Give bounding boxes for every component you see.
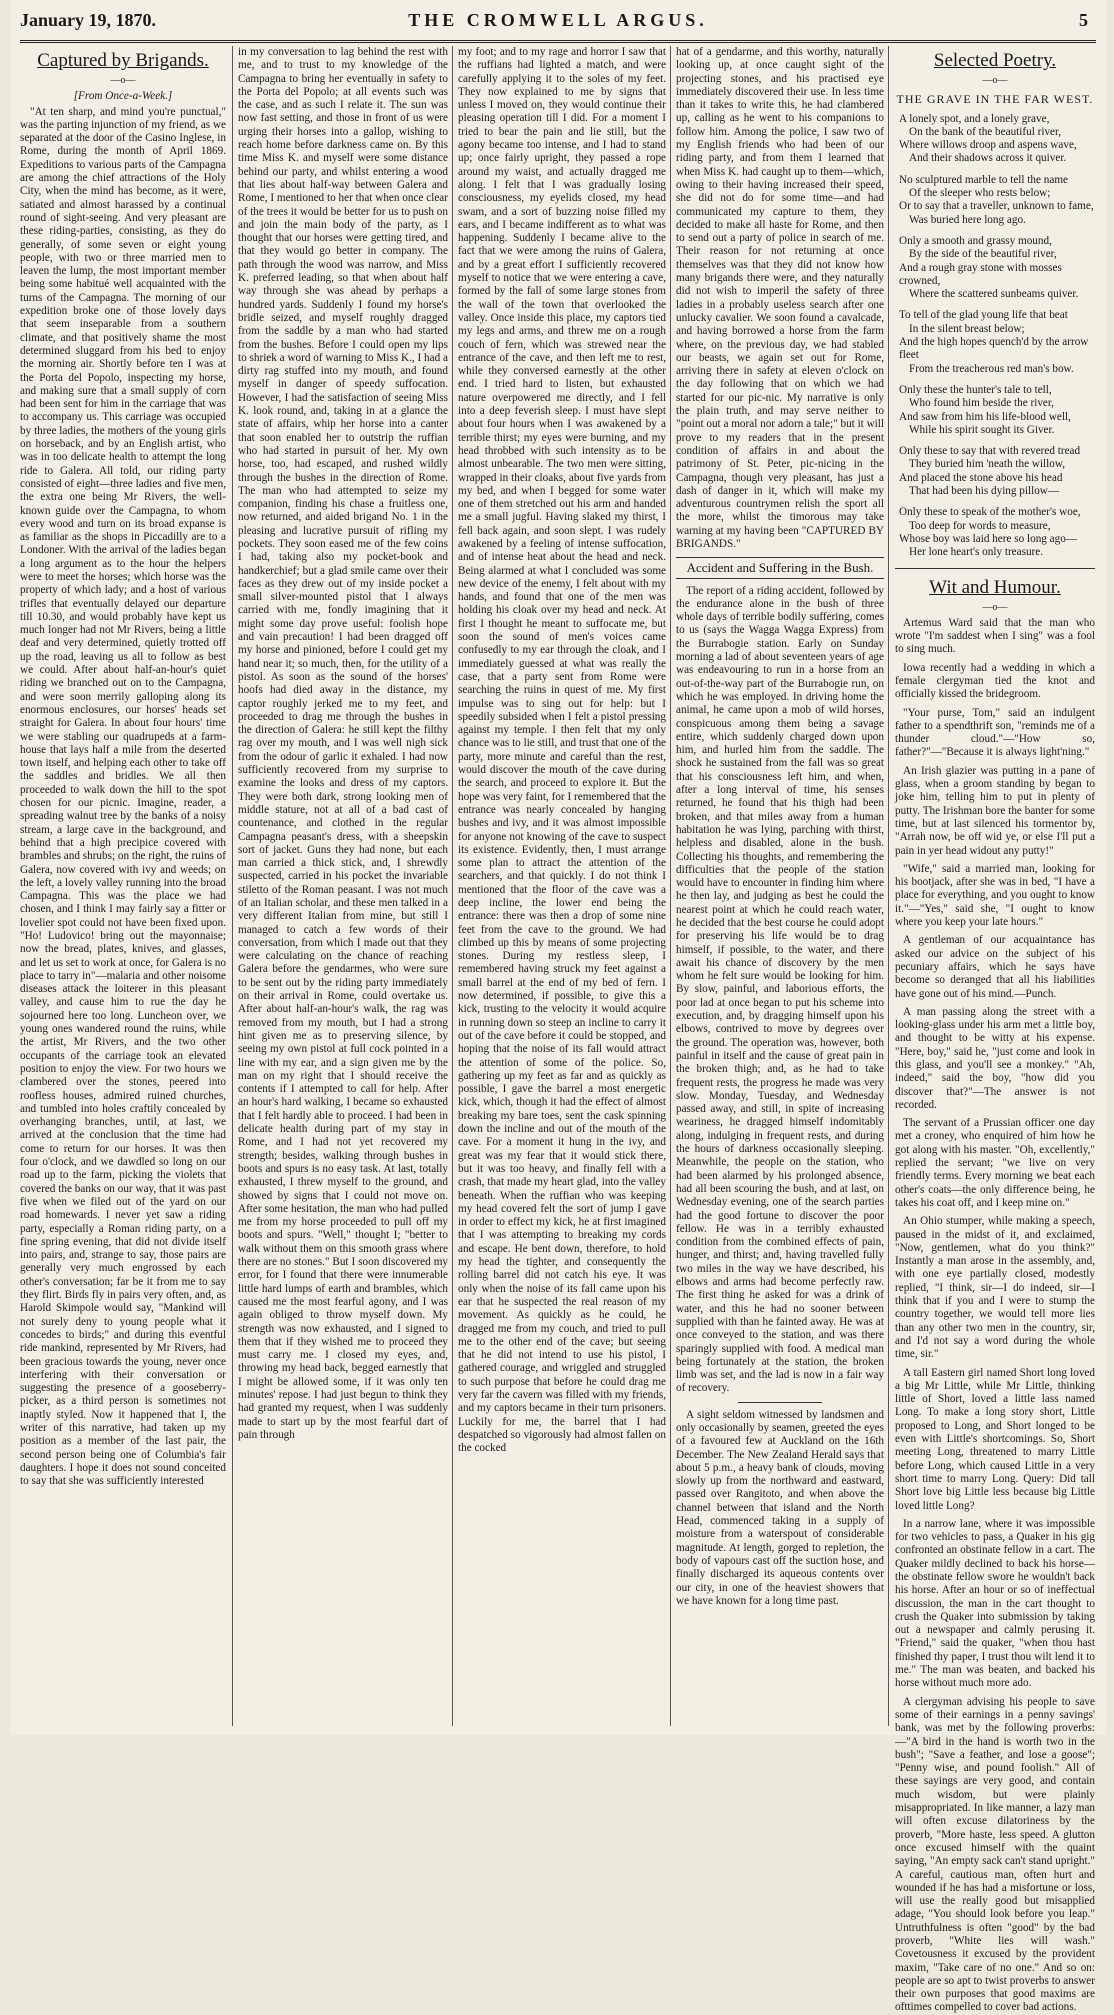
article-paragraph: my foot; and to my rage and horror I saw that the ruffians had lighted a match, and were carefully applying it to the soles of my feet. They now explained to me by signs that unless I moved on, they would continue their pleasing operation till I did. For a moment I tried to bear the pain and lie still, but the agony became too intense, and I had to stand up; once fairly upright, they passed a rope around my waist, and actually dragged me along. I felt that I was gradually losing consciousness, my eyelids closed, my head swam, and a sort of buzzing noise filled my ears, and I became indifferent as to what was happening. Suddenly I became alive to the fact that we were among the ruins of Galera, and by a great effort I sufficiently recovered myself to notice that we were entering a cave, formed by the fall of some large stones from the wall of the town that overlooked the valley. Once inside this place, my captors tied my legs and arms, and threw me on a rough couch of fern, which was strewed near the entrance of the cave, and then left me to rest, while they conversed earnestly at the other end. I tried hard to listen, but exhausted nature overpowered me directly, and I fell into a deep feverish sleep. I must have slept about four hours when I was awakened by a terrible thirst; my eyes were burning, and my head throbbed with such intensity as to be almost unbearable. The two men were sitting, wrapped in their cloaks, about five yards from my bed, and when I begged for some water one of them stretched out his arm and handed me a small jugful. Having slaked my thirst, I fell back again, and soon slept. I was rudely awakened by a feeling of intense suffocation, and of intense heat about the head and neck. Being alarmed at what I concluded was some new device of the enemy, I felt about with my hands, and found that one of the men was holding his cloak over my head and neck. At first I thought he meant to suffocate me, but soon the sound of men's voices came confusedly to my ear through the cloak, and I immediately guessed at what was really the case, that a party sent from Rome were searching the ruins in quest of me. My first impulse was to sing out for help: but I speedily subsided when I felt a pistol pressing against my temple. I then felt that my only chance was to lie still, and trust that one of the party, more minute and careful than the rest, would discover the mouth of the cave during the search, and proceed to explore it. But the hope was very faint, for I remembered that the entrance was nearly concealed by hanging bushes and ivy, and it was almost impossible for anyone not knowing of the cave to suspect its existence. Evidently, then, I must arrange some plan to attract the attention of the searchers, and that quickly. I do not think I mentioned that the floor of the cave was a deep incline, the lower end being the entrance: there was then a drop of some nine feet from the cave to the ground. We had climbed up this by means of some projecting stones. During my restless sleep, I remembered having struck my feet against a small barrel at the end of my bed of fern. I now determined, if possible, to give this a kick, trusting to the velocity it would acquire in running down so steep an incline to carry it out of the cave before it could be stopped, and hoping that the noise of its fall would attract the attention of some of the police. So, gathering up my feet as far and as quickly as possible, I gave the barrel a most energetic kick, which, though it had the effect of almost breaking my bare toes, sent the cask spinning down the incline and out of the mouth of the cave. For a moment it hung in the ivy, and great was my fear that it would stick there, but it was too heavy, and finally fell with a crash, that made my heart glad, into the valley beneath. When the ruffian who was keeping my head covered felt the sort of jump I gave in order to effect my kick, he at first imagined that I was attempting to breaking my cords and escape. He bent down, therefore, to hold my head the tighter, and consequently the rolling barrel did not catch his eye. It was only when the noise of its fall came upon his ear that he suspected the real reason of my movement. As quickly as he could, he dragged me from my couch, and tried to pull me to the other end of the cave; but seeing that he did not intend to use his pistol, I gathered courage, and wriggled and struggled to such purpose that before he could drag me very far the cavern was filled with my friends, and my captors became in their turn prisoners. Luckily for me, the barrel that I had despatched so vigorously had almost fallen on the cocked xyxy=(458,46,666,1455)
joke-paragraph: "Your purse, Tom," said an indulgent father to a spendthrift son, "reminds me of a thunder cloud."—"How so, father?"—"Because it is always light'ning." xyxy=(895,706,1095,759)
title-ornament: —o— xyxy=(110,75,136,86)
humour-items xyxy=(895,617,1095,2015)
page-number: 5 xyxy=(1079,10,1088,30)
article-title-brigands: Captured by Brigands. xyxy=(37,50,209,71)
joke-paragraph: Iowa recently had a wedding in which a female clergyman tied the knot and officially kissed the bridegroom. xyxy=(895,661,1095,701)
poem-stanza: Only these to speak of the mother's woe, Too deep for words to measure, Whose boy was laid here so long ago— Her lone heart's only treasure. xyxy=(899,506,1081,559)
columns xyxy=(20,46,1096,2014)
joke-paragraph: Artemus Ward said that the man who wrote "I'm saddest when I sing" was a fool to sing much. xyxy=(895,616,1095,656)
joke-paragraph: In a narrow lane, where it was impossible for two vehicles to pass, a Quaker in his gig confronted an obstinate fellow in a cart. The Quaker mildly declined to back his horse—the obstinate fellow swore he wouldn't back his horse. After an hour or so of ineffectual discussion, the man in the cart thought to crush the Quaker into submission by taking out a newspaper and calmly perusing it. "Friend," said the quaker, "when thou hast finished thy paper, I trust thou wilt lend it to me." The man was beaten, and backed his horse without much more ado. xyxy=(895,1517,1095,1690)
joke-paragraph: A tall Eastern girl named Short long loved a big Mr Little, while Mr Little, thinking little of Short, loved a little lass named Long. To make a long story short, Little proposed to Long, and Short longed to be even with Little's shortcomings. So, Short meeting Long, threatened to marry Little before Long, which caused Little in a very short time to marry Long. Query: Did tall Short love big Little less because big Little loved little Long? xyxy=(895,1366,1095,1512)
article-paragraph: The report of a riding accident, followed by the endurance alone in the bush of three whole days of terrible bodily suffering, comes to us (says the Wagga Wagga Express) from the Burrabogie station. Early on Sunday morning a lad of about seventeen years of age was endeavouring to run in a horse from an out-of-the-way part of the Burrabogie run, on which he was employed. In driving home the animal, he came upon a mob of wild horses, conspicuous among them being a savage entire, which suddenly charged down upon him, and hurled him from the saddle. The shock he sustained from the fall was so great that his consciousness left him, and when, after a long interval of time, his senses returned, he found that his thigh had been broken, and that miles away from a human habitation he was lying, parching with thirst, helpless and disabled, alone in the bush. Collecting his thoughts, and remembering the difficulties that the people of the station would have to encounter in finding him where he then lay, and judging as best he could the nearest point at which he could reach water, he decided that the best course he could adopt for preserving his life would be to drag himself, if possible, to the water, and there await his chance of discovery by the men whom he felt sure would be looking for him. By slow, painful, and laborious efforts, the poor lad at once began to put his scheme into execution, and, by dragging himself upon his elbows, contrived to move by degrees over the ground. The operation was, however, both painful in itself and the cause of great pain in the broken thigh; and, as he had to take frequent rests, the progress he made was very slow. Monday, Tuesday, and Wednesday passed away, and still, in spite of increasing weariness, he dragged himself indomitably along, indulging in frequent rests, and during the hours of darkness occasionally sleeping. Meanwhile, the people on the station, who had been alarmed by his prolonged absence, had all been scouring the bush, and at last, on Wednesday evening, one of the search parties had the good fortune to discover the poor fellow. He was in a terribly exhausted condition from the combined effects of pain, hunger, and thirst; and, having travelled fully two miles in the way we have described, his elbows and arms had become perfectly raw. The first thing he asked for was a drink of water, and this he had no sooner between supplied with than he fainted away. He was at once conveyed to the station, and was there sparingly supplied with food. A medical man being fortunately at the station, the broken limb was set, and the lad is now in a fair way of recovery. xyxy=(676,584,884,1395)
article-paragraph: hat of a gendarme, and this worthy, naturally looking up, at once caught sight of the projecting stones, and his practised eye immediately discovered their use. In less time than it takes to write this, he had clambered up, calling as he went to his companions to follow him. Among the police, I saw two of my English friends who had been of our riding party, and from them I learned that when Miss K. had caught up to them—which, owing to their having increased their speed, she did not do for some time—and had communicated my capture to them, they decided to make all haste for Rome, and then to send out a party of police in search of me. Their reason for not returning at once themselves was that they did not know how many brigands there were, and they naturally did not wish to imperil the safety of three ladies in a probably useless search after one unlucky cavalier. We soon found a cavalcade, and having borrowed a horse from the farm where, on the previous day, we had stabled our beasts, we again set out for Rome, arriving there in safety at eleven o'clock on the day following that on which we had started for our pic-nic. My narrative is only the plain truth, and may serve neither to "point out a moral nor adorn a tale;" but it will prove to my readers that in the present condition of affairs in and about the patrimony of St. Peter, pic-nicing in the Campagna, though very pleasant, has just a dash of danger in it, which will make my adventurous countrymen relish the sport all the more, whilst the timorous may take warning at my having been "CAPTURED BY BRIGANDS." xyxy=(676,46,884,550)
section-divider xyxy=(738,1402,821,1403)
poem-stanza: A lonely spot, and a lonely grave, On the bank of the beautiful river, Where willows droop and aspens wave, And their shadows across it quiver. xyxy=(899,112,1077,165)
poem-stanza: No sculptured marble to tell the name Of the sleeper who rests below; Or to say that a traveller, unknown to fame, Was buried here long ago. xyxy=(899,173,1094,226)
column-3 xyxy=(452,46,670,1726)
article-paragraph: A sight seldom witnessed by landsmen and only occasionally by seamen, greeted the eyes of a favoured few at Auckland on the 16th December. The New Zealand Herald says that about 5 p.m., a heavy bank of clouds, moving slowly up from the northward and eastward, passed over Rangitoto, and when above the channel between that island and the North Head, commenced taking in a supply of moisture from a waterspout of considerable magnitude. At length, gorged to repletion, the body of vapours cast off the suction hose, and finally discharged its aqueous contents over our city, in one of the heaviest showers that we have known for a long time past. xyxy=(676,1408,884,1607)
joke-paragraph: A gentleman of our acquaintance has asked our advice on the subject of his pecuniary affairs, which he says have become so deranged that all his liabilities have gone out of his mind.—Punch. xyxy=(895,934,1095,1000)
article-paragraph: "At ten sharp, and mind you're punctual," was the parting injunction of my friend, as we separated at the door of the Casino Inglese, in Rome, during the month of April 1869. Expeditions to various parts of the Campagna are among the chief attractions of the Holy City, when the mind has become, as it were, satiated and almost harassed by a continual round of sight-seeing. And very pleasant are these riding-parties, consisting, as they do generally, of some seven or eight young people, with two or three married men to leaven the lump, the most important member being some habitué well acquainted with the turns of the Campagna. The morning of our expedition broke one of those lovely days that seem inseparable from a southern climate, and that positively shame the most determined sluggard from his bed to enjoy the morning air. Shortly before ten I was at the Porta del Popolo, inspecting my horse, and making sure that a small supply of corn had been sent for him in the carriage that was to accompany us. This carriage was occupied by three ladies, the mothers of the young girls on horseback, and by an English artist, who was in too delicate health to attempt the long ride to Galera. All told, our riding party consisted of eight—three ladies and five men, the extra one being Mr Rivers, the well-known guide over the Campagna, to whom every wood and turn on its broad expanse is as familiar as the shops in Piccadilly are to a Londoner. With the arrival of the ladies began a long argument as to the hour the helpers were to meet the horses; which horse was the property of which lady; and a host of various trifles that eventually delayed our departure till 10.30, and would probably have kept us much longer had not Mr Rivers, being a little deaf and very determined, quietly trotted off up the road, leaving us all to follow as best we could. After about half-an-hour's quiet riding we branched out on to the Campagna, and were soon merrily galloping along its enormous enclosures, our horses' heads set straight for Galera. In about four hours' time we were stabling our quadrupeds at a farm-house that lays half a mile from the deserted town itself, and helping each other to take off the saddles and bridles. We all then proceeded to walk down the hill to the spot chosen for our picnic. Imagine, reader, a spreading walnut tree by the banks of a noisy stream, a large cave in the background, and behind that a high precipice covered with brambles and shrubs; on the right, the ruins of Galera, now covered with ivy and weeds; on the left, a lovely valley running into the broad Campagna. This was the place we had chosen, and I think I may fairly say a fitter or lovelier spot could not have been fixed upon. "Ho! Ludovico! bring out the mayonnaise; now the bread, plates, knives, and glasses, and let us set to work at once, for Galera is no place to tarry in"—malaria and other noisome diseases attack the loiterer in this pleasant valley, and cause him to rue the day he sojourned here too long. Luncheon over, we young ones wandered round the ruins, while the artist, Mr Rivers, and the two other occupants of the carriage took an elevated position to enjoy the view. For two hours we clambered over the stones, peered into roofless houses, admired ruined churches, and tumbled into holes craftily concealed by overhanging branches, until, at last, we arrived at the conclusion that the time had come to return for our horses. It was then four o'clock, and we dawdled so long on our road up to the farm, picking the violets that covered the banks on our way, that it was past five when we filed out of the yard on our road homewards. I never yet saw a riding party, especially a Roman riding party, on a fine spring evening, that did not divide itself into pairs, and, strange to say, those pairs are generally very much engrossed by each other's conversation; far be it from me to say they flirt. Birds fly in pairs very often, and, as Harold Skimpole would say, "Mankind will not surely deny to young people what it concedes to birds;" and during this eventful ride mankind, represented by Mr Rivers, had been gracious towards the young, never once interfering with their conversation or suggesting the presence of a gooseberry-picker, as a third person is sometimes not inaptly styled. Now it happened that I, the writer of this narrative, had taken up my position as a member of the last pair, the second person being one of Columbia's fair daughters. I hope it does not sound conceited to say that she was sufficiently interested xyxy=(20,105,227,1488)
poem-stanza: Only these the hunter's tale to tell, Who found him beside the river, And saw from him his life-blood well, While his spirit sought its Giver. xyxy=(899,383,1071,436)
newspaper-page xyxy=(10,0,1106,2014)
column-2 xyxy=(232,46,452,1726)
masthead-title: THE CROMWELL ARGUS. xyxy=(408,10,708,30)
column-1 xyxy=(20,46,230,1726)
joke-paragraph: A clergyman advising his people to save some of their earnings in a penny savings' bank, was met by the following proverbs:—"A bird in the hand is worth two in the bush"; "Save a feather, and lose a goose"; "Penny wise, and pound foolish." All of these sayings are very good, and contain much wisdom, but were plainly misappropriated. In like manner, a lazy man will often excuse dilatoriness by the proverb, "More haste, less speed. A glutton once excused himself with the quaint saying, "An empty sack can't stand upright." A careful, cautious man, often hurt and wounded if he has had a misfortune or loss, will use the really good but misapplied adage, "You should look before you leap." Untruthfulness is often "good" by the bad proverb, "White lies will wash." Covetousness it excused by the provident maxim, "Take care of no one." And so on: people are so apt to twist proverbs to answer their own purposes that good maxims are ofttimes compelled to cover bad actions. xyxy=(895,1695,1095,2014)
poem-stanza: Only a smooth and grassy mound, By the side of the beautiful river, And a rough gray stone with mosses crowned, Where the scattered sunbeams quiver. xyxy=(899,234,1079,301)
title-ornament: —o— xyxy=(982,601,1008,613)
column-4 xyxy=(670,46,888,1726)
article-paragraph: in my conversation to lag behind the rest with me, and to trust to my knowledge of the Campagna to bring her eventually in safety to the Porta del Popolo; at all events such was the case, and as such I relate it. The sun was now fast setting, and those in front of us were urging their horses into a gallop, wishing to reach home before darkness came on. By this time Miss K. and myself were some distance behind our party, and whilst entering a wood that lies about half-way between Galera and Rome, I mentioned to her that when once clear of the trees it would be better for us to push on and join the main body of the party, as I thought that our horses were getting tired, and that they would go better in company. The path through the wood was narrow, and Miss K. preferred leading, so that when about half way through she was ahead by perhaps a hundred yards. Suddenly I found my horse's bridle seized, and myself roughly dragged from the saddle by a man who had started from the bushes. Before I could open my lips to shriek a word of warning to Miss K., I had a dirty rag stuffed into my mouth, and found myself in danger of speedy suffocation. However, I had the satisfaction of seeing Miss K. look round, and, taking in at a glance the state of affairs, whip her horse into a canter that soon enabled her to outstrip the ruffian who had started in pursuit of her. My own horse, too, had escaped, and rushed wildly through the bushes in the direction of Rome. The man who had attempted to seize my companion, finding his chase a fruitless one, now returned, and aided brigand No. 1 in the pleasing and lucrative pursuit of rifling my pockets. They soon eased me of the few coins I had, taking also my pocket-book and handkerchief; but a glad smile came over their faces as they drew out of my inside pocket a small silver-mounted pistol that I always carried with me, fondly imagining that it might some day prove useful: foolish hope and vain precaution! I had been dragged off my horse and pinioned, before I could get my hand near it; so much, then, for the utility of a pistol. As soon as the sound of the horses' hoofs had died away in the distance, my captor roughly jerked me to my feet, and proceeded to drag me through the bushes in the direction of Galera: he still kept the filthy rag over my mouth, and I was well nigh sick from the odour of garlic it exhaled. I had now sufficiently recovered from my surprise to examine the looks and dress of my captors. They were both dark, strong looking men of middle stature, not at all of a bad cast of countenance, and clothed in the regular Campagna peasant's dress, with a sheepskin sort of jacket. Guns they had none, but each man carried a thick stick, and, I shrewdly suspected, carried in his pocket the invariable stiletto of the Roman peasant. I was not much of an Italian scholar, and these men talked in a very different Italian from mine, but still I managed to catch a few words of their conversation, from which I made out that they were calculating on the chance of reaching Galera before the gendarmes, who were sure to be sent out by the riding party immediately on their arrival in Rome, could overtake us. After about half-an-hour's walk, the rag was removed from my mouth, but I had a strong hint given me as to preserving silence, by seeing my own pistol at full cock pointed in a line with my ear, and a sign given me by the man on my right that I should receive the contents if I attempted to call for help. After an hour's hard walking, I became so exhausted that I felt hardly able to proceed. I had been in delicate health during part of my stay in Rome, and I had not yet recovered my strength; besides, walking through bushes in boots and spurs is no easy task. At last, totally exhausted, I threw myself to the ground, and showed by signs that I could not move on. After some hesitation, the man who had pulled me from my horse proceeded to pull off my boots and spurs. "Well," thought I; "better to walk without them on this smooth grass where there are no stones." But I soon discovered my error, for I found that there were innumerable little hard lumps of earth and brambles, which caused me the most fearful agony, and I was again obliged to throw myself down. My strength was now exhausted, and I signed to them that if they wished me to proceed they must carry me. I closed my eyes, and, throwing my head back, begged earnestly that I might be allowed some, if it was only ten minutes' repose. I had just begun to think they had granted my request, when I was suddenly made to start up by the most fearful dart of pain through xyxy=(238,46,448,1441)
page-header xyxy=(20,10,1096,43)
section-title-humour: Wit and Humour. xyxy=(929,576,1061,598)
section-divider xyxy=(895,568,1095,569)
section-title-poetry: Selected Poetry. xyxy=(933,50,1057,71)
joke-paragraph: A man passing along the street with a looking-glass under his arm met a little boy, and thought to be witty at his expense. "Here, boy," said he, "just come and look in this glass, and you'll see a monkey." "Ah, indeed," said the boy, "how did you discover that?"—The answer is not recorded. xyxy=(895,1005,1095,1111)
title-ornament: —o— xyxy=(982,75,1008,86)
poem-title: THE GRAVE IN THE FAR WEST. xyxy=(896,92,1094,107)
joke-paragraph: An Irish glazier was putting in a pane of glass, when a groom standing by began to joke him, telling him to put in plenty of putty. The Irishman bore the banter for some time, but at last silenced his tormentor by, "Arrah now, be off wid ye, or else I'll put a pain in yer head widout any putty!" xyxy=(895,764,1095,857)
column-5 xyxy=(888,46,1099,2014)
joke-paragraph: "Wife," said a married man, looking for his bootjack, after she was in bed, "I have a place for everything, and you ought to know it."—"Yes," said she, "I ought to know where you keep your late hours." xyxy=(895,862,1095,929)
issue-date: January 19, 1870. xyxy=(20,10,157,30)
poem-stanza: To tell of the glad young life that beat In the silent breast below; And the high hopes quench'd by the arrow fleet From the treacherous red man's bow. xyxy=(899,309,1089,375)
article-source: [From Once-a-Week.] xyxy=(73,90,173,103)
joke-paragraph: The servant of a Prussian officer one day met a croney, who enquired of him how he got along with his master. "Oh, excellently," replied the servant; "we live on very friendly terms. Every morning we beat each other's coats—the only difference being, he takes his coat off, and I keep mine on." xyxy=(895,1117,1095,1209)
article-title-bush-accident: Accident and Suffering in the Bush. xyxy=(676,557,884,578)
poem-stanza: Only these to say that with revered tread They buried him 'neath the willow, And placed the stone above his head That had been his dying pillow— xyxy=(899,445,1081,498)
joke-paragraph: An Ohio stumper, while making a speech, paused in the midst of it, and exclaimed, "Now, gentlemen, what do you think?" Instantly a man arose in the assembly, and, with one eye partially closed, modestly replied, "I think, sir—I do indeed, sir—I think that if you and I were to stump the country together, we would tell more lies than any other two men in the country, sir, and I'd not say a word during the whole time, sir." xyxy=(895,1215,1095,1361)
